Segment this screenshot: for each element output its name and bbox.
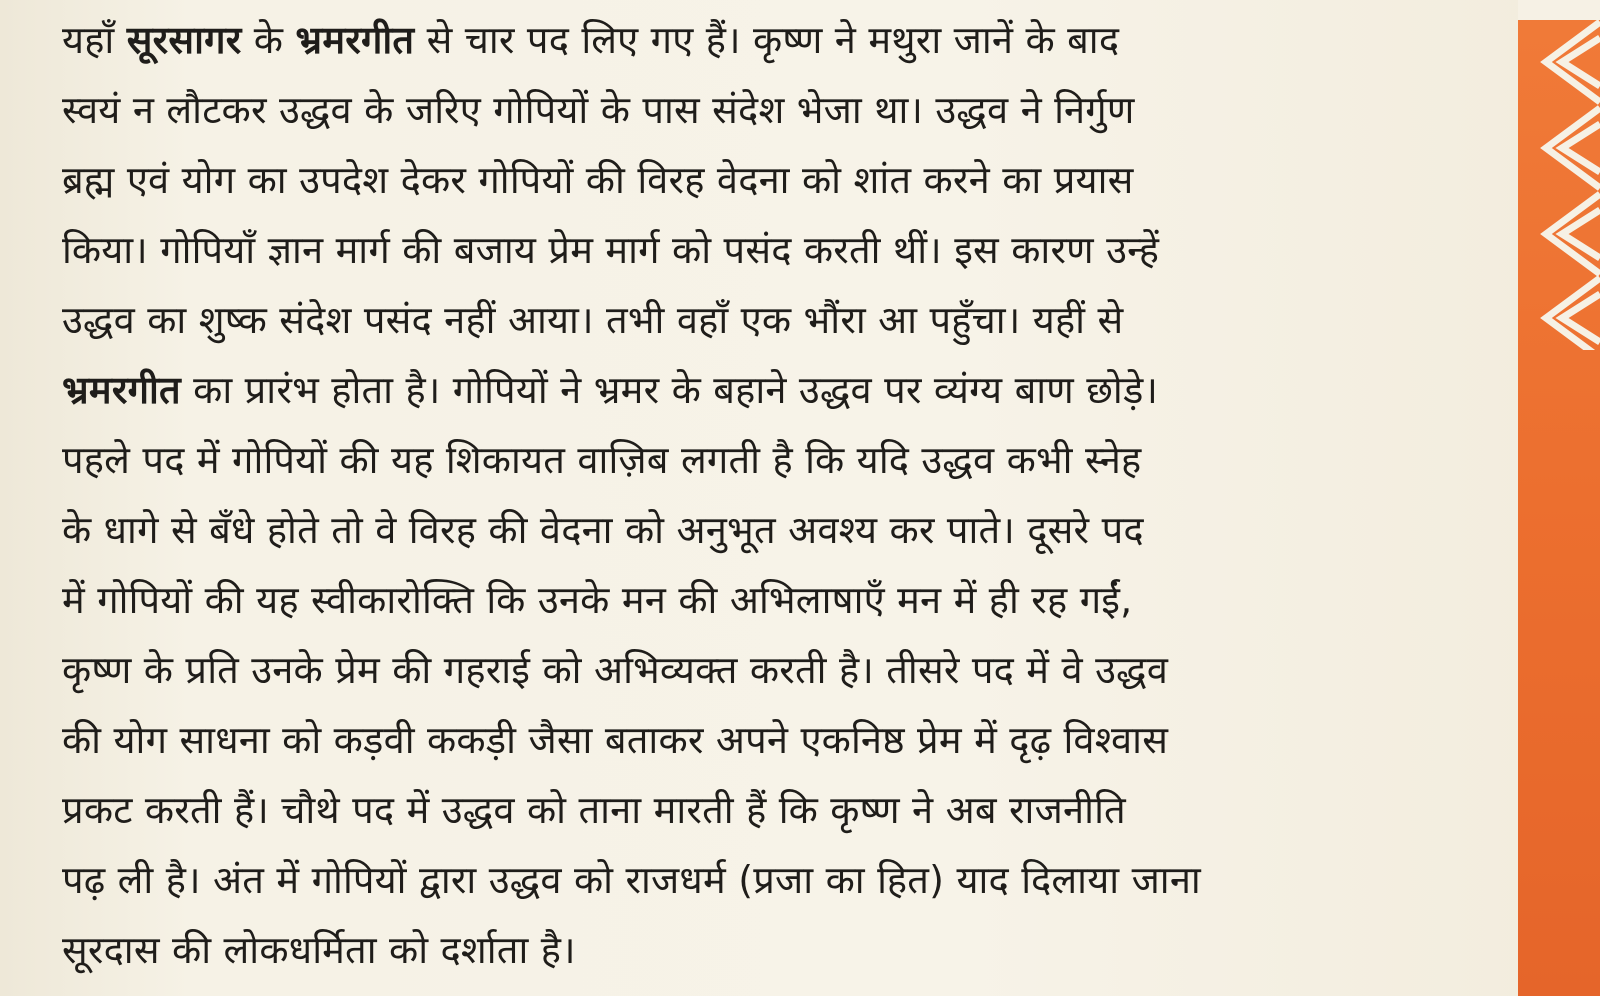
book-title-soorsagar: सूरसागर [126,18,242,62]
text-line [62,426,1502,494]
text-run: का प्रारंभ होता है। गोपियों ने भ्रमर के बहाने उद्धव पर व्यंग्य बाण छोड़े। [180,368,1159,412]
text-line [62,636,1502,704]
chevron-border-icon [1518,20,1600,350]
paragraph [62,6,1502,990]
text-line [62,286,1502,354]
text-line [62,356,1502,424]
text-line [62,76,1502,144]
text-run: स्वयं न लौटकर उद्धव के जरिए गोपियों के पास संदेश भेजा था। उद्धव ने निर्गुण [62,88,1135,132]
text-run: सूरदास की लोकधर्मिता को दर्शाता है। [62,928,576,972]
text-line [62,496,1502,564]
text-run: प्रकट करती हैं। चौथे पद में उद्धव को ताना मारती हैं कि कृष्ण ने अब राजनीति [62,788,1126,832]
bhramargeet-term: भ्रमरगीत [295,18,415,62]
text-run: पढ़ ली है। अंत में गोपियों द्वारा उद्धव को राजधर्म (प्रजा का हित) याद दिलाया जाना [62,858,1201,902]
text-line [62,216,1502,284]
text-run: पहले पद में गोपियों की यह शिकायत वाज़िब लगती है कि यदि उद्धव कभी स्नेह [62,438,1142,482]
text-line [62,776,1502,844]
bhramargeet-term: भ्रमरगीत [62,368,181,412]
text-line [62,846,1502,914]
text-run: से चार पद लिए गए हैं। कृष्ण ने मथुरा जानें के बाद [414,18,1120,62]
text-run: के [241,18,296,62]
text-run: के धागे से बँधे होते तो वे विरह की वेदना को अनुभूत अवश्य कर पाते। दूसरे पद [62,508,1144,552]
text-run: यहाँ [62,18,127,62]
text-line [62,706,1502,774]
text-line [62,566,1502,634]
text-run: में गोपियों की यह स्वीकारोक्ति कि उनके मन की अभिलाषाएँ मन में ही रह गईं, [62,578,1133,622]
text-line [62,916,1502,984]
text-line [62,6,1502,74]
text-run: की योग साधना को कड़वी ककड़ी जैसा बताकर अपने एकनिष्ठ प्रेम में दृढ़ विश्वास [62,718,1169,762]
text-run: कृष्ण के प्रति उनके प्रेम की गहराई को अभिव्यक्त करती है। तीसरे पद में वे उद्धव [62,648,1169,692]
text-run: ब्रह्म एवं योग का उपदेश देकर गोपियों की विरह वेदना को शांत करने का प्रयास [62,158,1134,202]
text-line [62,146,1502,214]
text-run: किया। गोपियाँ ज्ञान मार्ग की बजाय प्रेम मार्ग को पसंद करती थीं। इस कारण उन्हें [62,228,1160,272]
text-run: उद्धव का शुष्क संदेश पसंद नहीं आया। तभी वहाँ एक भौंरा आ पहुँचा। यहीं से [62,298,1124,342]
